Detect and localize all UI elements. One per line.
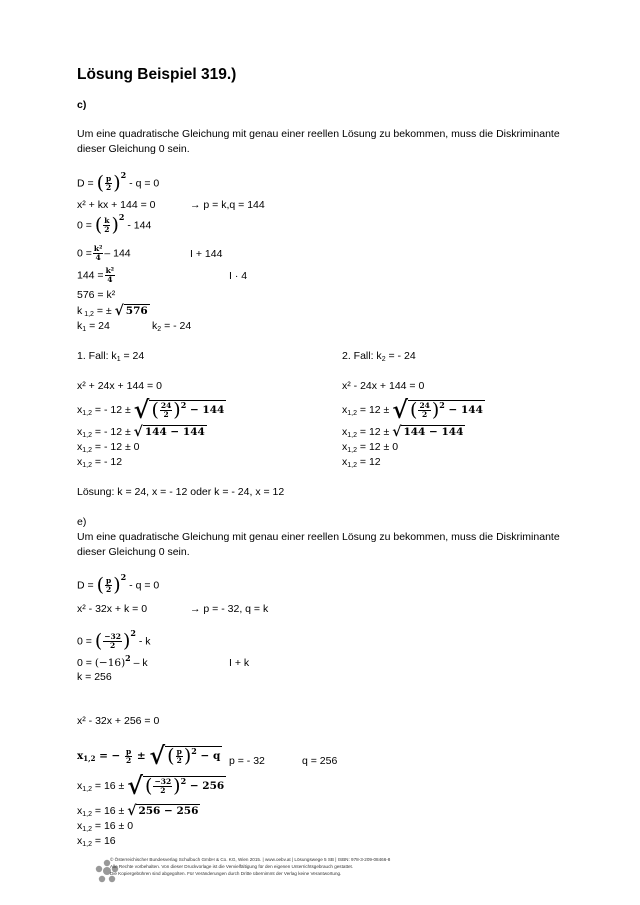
case2-result: $x_{1,2} = 12$	[342, 456, 381, 469]
c-equation-note: → p = k,q = 144	[190, 199, 265, 211]
e-result: $x_{1,2} = 16$	[77, 835, 116, 848]
c-solution: Lösung: k = 24, x = - 12 oder k = - 24, x = 12	[77, 486, 285, 498]
case1-equation: x² + 24x + 144 = 0	[77, 380, 162, 392]
case2-step1: $x_{1,2} = 12$ ± √ ( $\frac{24}{2}$ ) 2 − 144	[342, 395, 483, 424]
c-intro-line1: Um eine quadratische Gleichung mit genau einer reellen Lösung zu bekommen, muss die Diskriminante	[77, 128, 560, 140]
footer-rights: Alle Rechte vorbehalten. Von dieser Druckvorlage ist die Vervielfältigung für den eigenen Unterrichtsgebrauch gestattet.	[110, 864, 354, 869]
page-title: Lösung Beispiel 319.)	[77, 66, 237, 83]
case1-step3: $x_{1,2}$ = - 12 ± 0	[77, 441, 140, 454]
case2-step2: $x_{1,2} = 12$ ± √ 144 − 144	[342, 423, 464, 440]
c-step-576: 576 = k²	[77, 289, 116, 301]
c-intro-line2: dieser Gleichung 0 sein.	[77, 143, 190, 155]
case1-result: $x_{1,2}$ = - 12	[77, 456, 123, 469]
c-step-isolate-note: I · 4	[229, 270, 248, 282]
e-step3: $x_{1,2} = 16 \pm 0$	[77, 820, 134, 833]
part-c-label: c)	[77, 99, 87, 111]
e-equation-final: x² - 32x + 256 = 0	[77, 715, 160, 727]
e-step2: $x_{1,2} = 16$ ± √ 256 − 256	[77, 802, 199, 819]
e-step-square: $0 = (-16)^2 - k$	[77, 653, 148, 669]
e-intro-line1: Um eine quadratische Gleichung mit genau einer reellen Lösung zu bekommen, muss die Diskriminante	[77, 531, 560, 543]
e-intro-line2: dieser Gleichung 0 sein.	[77, 546, 190, 558]
c-step-root: k $_{1,2}$ = ± √ 576	[77, 302, 148, 319]
e-k-value: k = 256	[77, 671, 112, 683]
e-p-value: p = - 32	[229, 755, 265, 767]
part-e-label: e)	[77, 516, 87, 528]
e-pq-formula: $x_{1,2}$ = − $\frac{p}{2}$ ± √ ( $\frac{p}{2}$ ) 2 − q	[77, 741, 221, 770]
case2-equation: x² - 24x + 144 = 0	[342, 380, 425, 392]
c-step-substitute: 0 = ( $\frac{k}{2}$ ) $^2$ - 144	[77, 212, 152, 236]
c-k-values: $k_1 = 24$	[77, 320, 110, 333]
c-step-square-note: I + 144	[190, 248, 223, 260]
e-step-substitute: 0 = ( $\frac{-32}{2}$ ) $^2$ - k	[77, 628, 151, 652]
case2-heading: 2. Fall: $k_2$ = - 24	[342, 350, 416, 363]
c-step-isolate: 144 = $\frac{\text{k²}}{4}$	[77, 266, 115, 284]
footer-copyright: © Österreichischer Bundesverlag Schulbuch GmbH & Co. KG, Wien 2015. | www.oebv.at | Lösungswege 5 SB | ISBN: 978-3-209-08466-8	[110, 857, 391, 862]
e-equation: x² - 32x + k = 0	[77, 603, 148, 615]
c-discriminant-formula: D = ( $\frac{p}{2}$ ) $^2$ - q = 0	[77, 170, 160, 194]
e-step1: $x_{1,2} = 16$ ± √ ( $\frac{-32}{2}$ ) 2 − 256	[77, 771, 225, 800]
footer-disclaimer: Die Kopiergebühren sind abgegolten. Für Veränderungen durch Dritte übernimmt der Verlag keine Verantwortung.	[110, 871, 342, 876]
e-discriminant-formula: D = ( $\frac{p}{2}$ ) $^2$ - q = 0	[77, 572, 160, 596]
c-step-square: 0 = $\frac{\text{k²}}{4}$ – 144	[77, 244, 131, 262]
case1-step1: $x_{1,2}$ = - 12 ± √ ( $\frac{24}{2}$ ) 2 − 144	[77, 395, 225, 424]
c-k2-value: $k_2$ = - 24	[152, 320, 192, 333]
e-equation-note: → p = - 32, q = k	[190, 603, 269, 615]
e-step-square-note: I + k	[229, 657, 250, 669]
case1-heading: 1. Fall: $k_1 = 24$	[77, 350, 145, 363]
c-equation: x² + kx + 144 = 0	[77, 199, 156, 211]
e-q-value: q = 256	[302, 755, 338, 767]
case2-step3: $x_{1,2} = 12 \pm 0$	[342, 441, 399, 454]
case1-step2: $x_{1,2}$ = - 12 ± √ 144 − 144	[77, 423, 205, 440]
